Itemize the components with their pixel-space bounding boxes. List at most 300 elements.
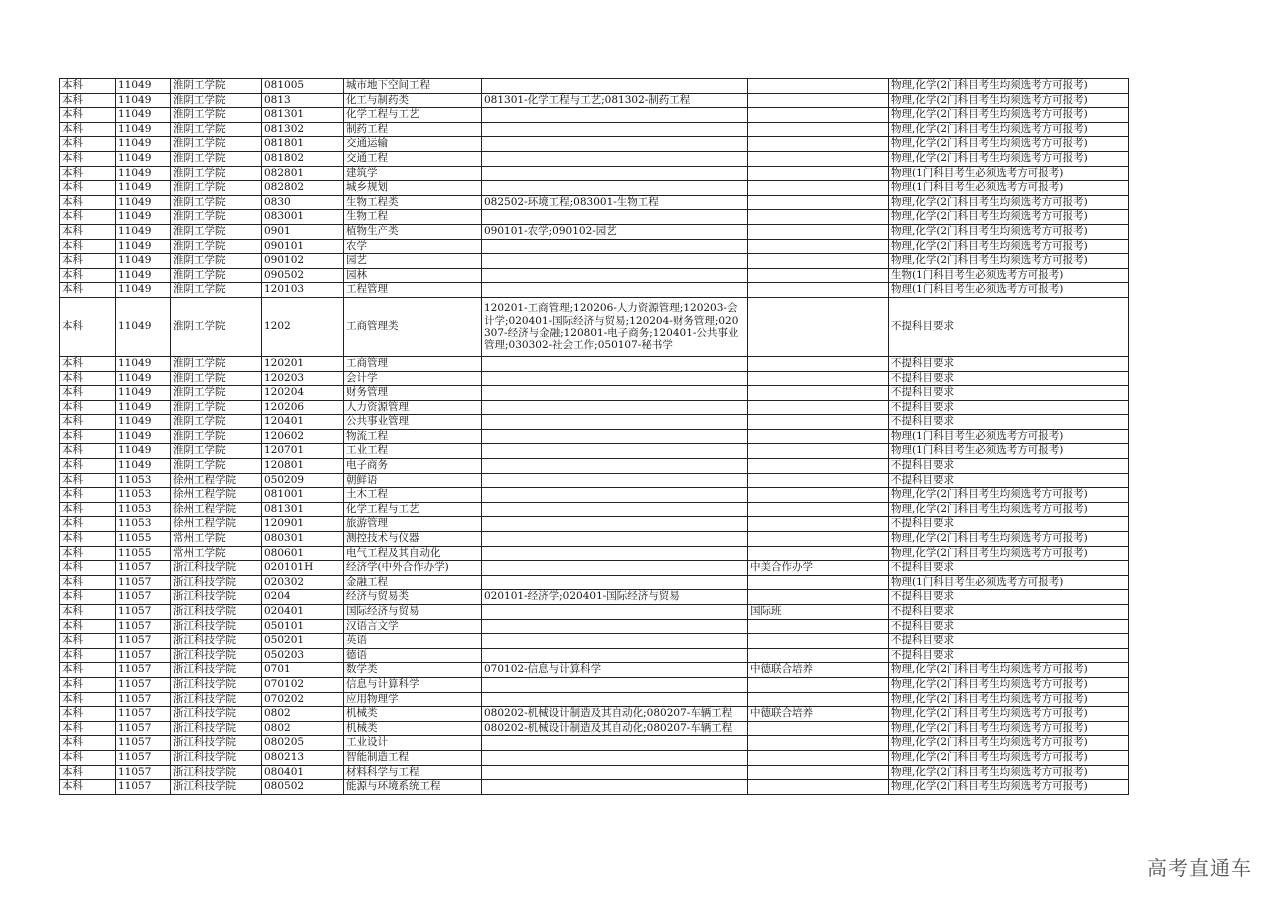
major-name-cell: 交通运输 (344, 137, 482, 152)
school-name-cell: 浙江科技学院 (171, 765, 262, 780)
included-majors-cell (482, 532, 748, 547)
school-code-cell: 11053 (116, 473, 171, 488)
major-code-cell: 081802 (262, 151, 344, 166)
subject-requirement-cell: 不提科目要求 (889, 371, 1129, 386)
table-row (60, 561, 1129, 576)
major-name-cell: 朝鲜语 (344, 473, 482, 488)
table-row (60, 108, 1129, 123)
major-code-cell: 1202 (262, 297, 344, 356)
major-code-cell: 050201 (262, 634, 344, 649)
included-majors-cell (482, 239, 748, 254)
table-row (60, 677, 1129, 692)
remark-cell (748, 137, 889, 152)
subject-requirement-cell: 物理(1门科目考生必须选考方可报考) (889, 575, 1129, 590)
major-name-cell: 能源与环境系统工程 (344, 780, 482, 795)
level-cell: 本科 (60, 663, 116, 678)
major-code-cell: 0830 (262, 195, 344, 210)
school-code-cell: 11049 (116, 297, 171, 356)
remark-cell (748, 590, 889, 605)
major-code-cell: 082801 (262, 166, 344, 181)
included-majors-cell: 120201-工商管理;120206-人力资源管理;120203-会计学;020401-国际经济与贸易;120204-财务管理;020307-经济与金融;120801-电子商务;120401-公共事业管理;030302-社会工作;050107-秘书学 (482, 297, 748, 356)
remark-cell (748, 386, 889, 401)
major-name-cell: 英语 (344, 634, 482, 649)
included-majors-cell (482, 502, 748, 517)
school-code-cell: 11057 (116, 677, 171, 692)
major-code-cell: 120203 (262, 371, 344, 386)
major-code-cell: 081301 (262, 108, 344, 123)
major-code-cell: 080205 (262, 736, 344, 751)
included-majors-cell (482, 459, 748, 474)
subject-requirement-cell: 物理,化学(2门科目考生均须选考方可报考) (889, 239, 1129, 254)
included-majors-cell: 020101-经济学;020401-国际经济与贸易 (482, 590, 748, 605)
school-name-cell: 浙江科技学院 (171, 619, 262, 634)
subject-requirement-cell: 物理,化学(2门科目考生均须选考方可报考) (889, 546, 1129, 561)
major-name-cell: 园林 (344, 268, 482, 283)
school-name-cell: 淮阴工学院 (171, 224, 262, 239)
table-row (60, 122, 1129, 137)
subject-requirement-cell: 物理,化学(2门科目考生均须选考方可报考) (889, 79, 1129, 94)
level-cell: 本科 (60, 224, 116, 239)
remark-cell (748, 166, 889, 181)
remark-cell (748, 765, 889, 780)
school-code-cell: 11057 (116, 648, 171, 663)
remark-cell (748, 181, 889, 196)
major-code-cell: 050101 (262, 619, 344, 634)
table-row (60, 721, 1129, 736)
major-name-cell: 汉语言文学 (344, 619, 482, 634)
school-name-cell: 淮阴工学院 (171, 400, 262, 415)
major-name-cell: 国际经济与贸易 (344, 605, 482, 620)
major-code-cell: 081801 (262, 137, 344, 152)
subject-requirement-cell: 物理,化学(2门科目考生均须选考方可报考) (889, 488, 1129, 503)
remark-cell (748, 517, 889, 532)
subject-requirement-cell: 物理,化学(2门科目考生均须选考方可报考) (889, 151, 1129, 166)
major-code-cell: 081302 (262, 122, 344, 137)
remark-cell (748, 634, 889, 649)
major-name-cell: 机械类 (344, 721, 482, 736)
subject-requirement-cell: 物理,化学(2门科目考生均须选考方可报考) (889, 663, 1129, 678)
school-code-cell: 11055 (116, 532, 171, 547)
subject-requirement-cell: 不提科目要求 (889, 400, 1129, 415)
school-code-cell: 11057 (116, 692, 171, 707)
table-row (60, 239, 1129, 254)
included-majors-cell (482, 736, 748, 751)
major-name-cell: 土木工程 (344, 488, 482, 503)
included-majors-cell (482, 648, 748, 663)
major-name-cell: 工商管理类 (344, 297, 482, 356)
school-name-cell: 淮阴工学院 (171, 254, 262, 269)
remark-cell (748, 210, 889, 225)
remark-cell (748, 415, 889, 430)
school-name-cell: 淮阴工学院 (171, 122, 262, 137)
school-code-cell: 11049 (116, 93, 171, 108)
subject-requirement-cell: 物理(1门科目考生必须选考方可报考) (889, 429, 1129, 444)
school-code-cell: 11049 (116, 224, 171, 239)
table-row (60, 648, 1129, 663)
major-code-cell: 020101H (262, 561, 344, 576)
level-cell: 本科 (60, 459, 116, 474)
table-row (60, 765, 1129, 780)
major-code-cell: 090502 (262, 268, 344, 283)
level-cell: 本科 (60, 166, 116, 181)
remark-cell (748, 736, 889, 751)
major-name-cell: 城乡规划 (344, 181, 482, 196)
subject-requirement-cell: 物理(1门科目考生必须选考方可报考) (889, 166, 1129, 181)
school-name-cell: 淮阴工学院 (171, 181, 262, 196)
included-majors-cell (482, 79, 748, 94)
school-name-cell: 淮阴工学院 (171, 444, 262, 459)
major-code-cell: 070202 (262, 692, 344, 707)
major-name-cell: 公共事业管理 (344, 415, 482, 430)
school-code-cell: 11049 (116, 79, 171, 94)
subject-requirement-cell: 物理,化学(2门科目考生均须选考方可报考) (889, 677, 1129, 692)
major-name-cell: 交通工程 (344, 151, 482, 166)
remark-cell (748, 459, 889, 474)
school-name-cell: 浙江科技学院 (171, 750, 262, 765)
level-cell: 本科 (60, 677, 116, 692)
subject-requirement-cell: 物理,化学(2门科目考生均须选考方可报考) (889, 93, 1129, 108)
table-row (60, 532, 1129, 547)
major-code-cell: 0901 (262, 224, 344, 239)
school-name-cell: 淮阴工学院 (171, 195, 262, 210)
level-cell: 本科 (60, 297, 116, 356)
included-majors-cell (482, 166, 748, 181)
level-cell: 本科 (60, 634, 116, 649)
included-majors-cell: 090101-农学;090102-园艺 (482, 224, 748, 239)
included-majors-cell (482, 619, 748, 634)
subject-requirement-cell: 物理,化学(2门科目考生均须选考方可报考) (889, 254, 1129, 269)
subject-requirement-cell: 物理(1门科目考生必须选考方可报考) (889, 444, 1129, 459)
remark-cell (748, 239, 889, 254)
level-cell: 本科 (60, 721, 116, 736)
included-majors-cell (482, 254, 748, 269)
included-majors-cell (482, 517, 748, 532)
school-name-cell: 淮阴工学院 (171, 297, 262, 356)
included-majors-cell: 080202-机械设计制造及其自动化;080207-车辆工程 (482, 721, 748, 736)
major-name-cell: 测控技术与仪器 (344, 532, 482, 547)
subject-requirement-cell: 物理,化学(2门科目考生均须选考方可报考) (889, 502, 1129, 517)
table-row (60, 473, 1129, 488)
school-name-cell: 浙江科技学院 (171, 561, 262, 576)
level-cell: 本科 (60, 488, 116, 503)
remark-cell (748, 488, 889, 503)
major-name-cell: 工程管理 (344, 283, 482, 298)
school-name-cell: 徐州工程学院 (171, 502, 262, 517)
school-name-cell: 淮阴工学院 (171, 386, 262, 401)
subject-requirement-cell: 物理,化学(2门科目考生均须选考方可报考) (889, 707, 1129, 722)
school-name-cell: 淮阴工学院 (171, 371, 262, 386)
major-code-cell: 090102 (262, 254, 344, 269)
school-code-cell: 11057 (116, 605, 171, 620)
remark-cell (748, 122, 889, 137)
school-code-cell: 11057 (116, 707, 171, 722)
level-cell: 本科 (60, 546, 116, 561)
school-name-cell: 淮阴工学院 (171, 429, 262, 444)
level-cell: 本科 (60, 122, 116, 137)
subject-requirement-cell: 不提科目要求 (889, 459, 1129, 474)
school-code-cell: 11049 (116, 268, 171, 283)
subject-requirement-cell: 物理,化学(2门科目考生均须选考方可报考) (889, 122, 1129, 137)
subject-requirement-cell: 生物(1门科目考生必须选考方可报考) (889, 268, 1129, 283)
major-name-cell: 物流工程 (344, 429, 482, 444)
school-code-cell: 11053 (116, 517, 171, 532)
included-majors-cell (482, 546, 748, 561)
major-name-cell: 建筑学 (344, 166, 482, 181)
major-name-cell: 城市地下空间工程 (344, 79, 482, 94)
major-code-cell: 120701 (262, 444, 344, 459)
level-cell: 本科 (60, 356, 116, 371)
major-code-cell: 081005 (262, 79, 344, 94)
school-name-cell: 常州工学院 (171, 532, 262, 547)
included-majors-cell (482, 488, 748, 503)
table-row (60, 356, 1129, 371)
major-code-cell: 080502 (262, 780, 344, 795)
remark-cell (748, 473, 889, 488)
school-code-cell: 11049 (116, 166, 171, 181)
remark-cell (748, 371, 889, 386)
level-cell: 本科 (60, 268, 116, 283)
remark-cell: 中美合作办学 (748, 561, 889, 576)
included-majors-cell (482, 561, 748, 576)
subject-requirement-cell: 不提科目要求 (889, 634, 1129, 649)
school-name-cell: 徐州工程学院 (171, 473, 262, 488)
level-cell: 本科 (60, 239, 116, 254)
remark-cell (748, 268, 889, 283)
school-code-cell: 11049 (116, 459, 171, 474)
major-code-cell: 090101 (262, 239, 344, 254)
subject-requirement-cell: 不提科目要求 (889, 473, 1129, 488)
school-name-cell: 淮阴工学院 (171, 415, 262, 430)
level-cell: 本科 (60, 386, 116, 401)
school-code-cell: 11057 (116, 721, 171, 736)
table-row (60, 459, 1129, 474)
major-code-cell: 050209 (262, 473, 344, 488)
level-cell: 本科 (60, 371, 116, 386)
table-row (60, 590, 1129, 605)
subject-requirement-cell: 物理,化学(2门科目考生均须选考方可报考) (889, 736, 1129, 751)
major-code-cell: 020302 (262, 575, 344, 590)
table-row (60, 254, 1129, 269)
school-name-cell: 浙江科技学院 (171, 721, 262, 736)
included-majors-cell (482, 356, 748, 371)
major-name-cell: 电气工程及其自动化 (344, 546, 482, 561)
included-majors-cell: 082502-环境工程;083001-生物工程 (482, 195, 748, 210)
school-name-cell: 淮阴工学院 (171, 151, 262, 166)
level-cell: 本科 (60, 692, 116, 707)
major-name-cell: 经济学(中外合作办学) (344, 561, 482, 576)
school-code-cell: 11049 (116, 386, 171, 401)
subject-requirement-cell: 物理,化学(2门科目考生均须选考方可报考) (889, 780, 1129, 795)
remark-cell (748, 648, 889, 663)
included-majors-cell (482, 151, 748, 166)
included-majors-cell (482, 108, 748, 123)
school-name-cell: 浙江科技学院 (171, 707, 262, 722)
table-row (60, 750, 1129, 765)
included-majors-cell (482, 210, 748, 225)
subject-requirement-cell: 物理,化学(2门科目考生均须选考方可报考) (889, 108, 1129, 123)
level-cell: 本科 (60, 137, 116, 152)
table-row (60, 181, 1129, 196)
major-name-cell: 化学工程与工艺 (344, 502, 482, 517)
subject-requirement-cell: 物理,化学(2门科目考生均须选考方可报考) (889, 721, 1129, 736)
subject-requirement-cell: 不提科目要求 (889, 590, 1129, 605)
major-code-cell: 0802 (262, 721, 344, 736)
table-row (60, 151, 1129, 166)
school-name-cell: 浙江科技学院 (171, 590, 262, 605)
school-name-cell: 淮阴工学院 (171, 166, 262, 181)
major-name-cell: 生物工程类 (344, 195, 482, 210)
school-code-cell: 11049 (116, 400, 171, 415)
level-cell: 本科 (60, 108, 116, 123)
major-name-cell: 机械类 (344, 707, 482, 722)
major-code-cell: 120103 (262, 283, 344, 298)
table-row (60, 736, 1129, 751)
major-name-cell: 植物生产类 (344, 224, 482, 239)
subject-requirement-cell: 不提科目要求 (889, 619, 1129, 634)
school-name-cell: 徐州工程学院 (171, 488, 262, 503)
subject-requirement-cell: 物理(1门科目考生必须选考方可报考) (889, 181, 1129, 196)
included-majors-cell (482, 429, 748, 444)
major-name-cell: 信息与计算科学 (344, 677, 482, 692)
major-name-cell: 化工与制药类 (344, 93, 482, 108)
included-majors-cell (482, 371, 748, 386)
major-name-cell: 经济与贸易类 (344, 590, 482, 605)
school-name-cell: 徐州工程学院 (171, 517, 262, 532)
level-cell: 本科 (60, 780, 116, 795)
major-code-cell: 080601 (262, 546, 344, 561)
level-cell: 本科 (60, 532, 116, 547)
school-code-cell: 11049 (116, 181, 171, 196)
school-name-cell: 浙江科技学院 (171, 663, 262, 678)
table-row (60, 79, 1129, 94)
table-row (60, 546, 1129, 561)
table-row (60, 210, 1129, 225)
school-name-cell: 淮阴工学院 (171, 79, 262, 94)
level-cell: 本科 (60, 619, 116, 634)
included-majors-cell (482, 283, 748, 298)
major-name-cell: 金融工程 (344, 575, 482, 590)
level-cell: 本科 (60, 605, 116, 620)
level-cell: 本科 (60, 210, 116, 225)
subject-requirement-cell: 不提科目要求 (889, 561, 1129, 576)
school-code-cell: 11049 (116, 371, 171, 386)
level-cell: 本科 (60, 181, 116, 196)
level-cell: 本科 (60, 195, 116, 210)
subject-requirement-cell: 不提科目要求 (889, 415, 1129, 430)
table-row (60, 429, 1129, 444)
level-cell: 本科 (60, 750, 116, 765)
school-code-cell: 11049 (116, 122, 171, 137)
subject-requirement-cell: 物理,化学(2门科目考生均须选考方可报考) (889, 224, 1129, 239)
level-cell: 本科 (60, 254, 116, 269)
table-row (60, 166, 1129, 181)
table-row (60, 517, 1129, 532)
remark-cell (748, 429, 889, 444)
remark-cell (748, 502, 889, 517)
subject-requirement-cell: 物理,化学(2门科目考生均须选考方可报考) (889, 750, 1129, 765)
school-code-cell: 11057 (116, 663, 171, 678)
level-cell: 本科 (60, 648, 116, 663)
major-code-cell: 070102 (262, 677, 344, 692)
table-row (60, 780, 1129, 795)
school-name-cell: 常州工学院 (171, 546, 262, 561)
school-name-cell: 浙江科技学院 (171, 634, 262, 649)
major-code-cell: 0802 (262, 707, 344, 722)
table-row (60, 502, 1129, 517)
included-majors-cell (482, 677, 748, 692)
level-cell: 本科 (60, 517, 116, 532)
major-code-cell: 080301 (262, 532, 344, 547)
remark-cell (748, 677, 889, 692)
remark-cell (748, 692, 889, 707)
table-row (60, 371, 1129, 386)
remark-cell (748, 151, 889, 166)
major-code-cell: 120206 (262, 400, 344, 415)
school-name-cell: 浙江科技学院 (171, 575, 262, 590)
included-majors-cell (482, 605, 748, 620)
remark-cell: 中德联合培养 (748, 707, 889, 722)
remark-cell (748, 619, 889, 634)
subject-requirement-cell: 不提科目要求 (889, 356, 1129, 371)
school-name-cell: 淮阴工学院 (171, 93, 262, 108)
remark-cell (748, 79, 889, 94)
subject-requirement-cell: 物理,化学(2门科目考生均须选考方可报考) (889, 210, 1129, 225)
school-name-cell: 淮阴工学院 (171, 356, 262, 371)
school-code-cell: 11049 (116, 151, 171, 166)
remark-cell (748, 444, 889, 459)
school-name-cell: 浙江科技学院 (171, 677, 262, 692)
level-cell: 本科 (60, 707, 116, 722)
school-name-cell: 淮阴工学院 (171, 268, 262, 283)
remark-cell (748, 575, 889, 590)
subject-requirement-cell: 不提科目要求 (889, 517, 1129, 532)
enrollment-table (59, 78, 1129, 795)
school-code-cell: 11057 (116, 634, 171, 649)
subject-requirement-cell: 物理(1门科目考生必须选考方可报考) (889, 283, 1129, 298)
level-cell: 本科 (60, 151, 116, 166)
included-majors-cell (482, 765, 748, 780)
table-row (60, 224, 1129, 239)
major-code-cell: 082802 (262, 181, 344, 196)
school-code-cell: 11057 (116, 619, 171, 634)
major-name-cell: 工业设计 (344, 736, 482, 751)
major-name-cell: 制药工程 (344, 122, 482, 137)
major-code-cell: 0701 (262, 663, 344, 678)
major-code-cell: 120401 (262, 415, 344, 430)
major-name-cell: 财务管理 (344, 386, 482, 401)
remark-cell (748, 224, 889, 239)
table-row (60, 297, 1129, 356)
subject-requirement-cell: 不提科目要求 (889, 605, 1129, 620)
remark-cell (748, 532, 889, 547)
subject-requirement-cell: 物理,化学(2门科目考生均须选考方可报考) (889, 692, 1129, 707)
school-name-cell: 浙江科技学院 (171, 780, 262, 795)
school-code-cell: 11057 (116, 765, 171, 780)
level-cell: 本科 (60, 473, 116, 488)
subject-requirement-cell: 不提科目要求 (889, 648, 1129, 663)
included-majors-cell (482, 692, 748, 707)
table-row (60, 386, 1129, 401)
included-majors-cell (482, 268, 748, 283)
major-code-cell: 120201 (262, 356, 344, 371)
major-code-cell: 120204 (262, 386, 344, 401)
school-code-cell: 11057 (116, 590, 171, 605)
table-row (60, 415, 1129, 430)
table-row (60, 692, 1129, 707)
remark-cell (748, 93, 889, 108)
school-name-cell: 淮阴工学院 (171, 459, 262, 474)
level-cell: 本科 (60, 415, 116, 430)
